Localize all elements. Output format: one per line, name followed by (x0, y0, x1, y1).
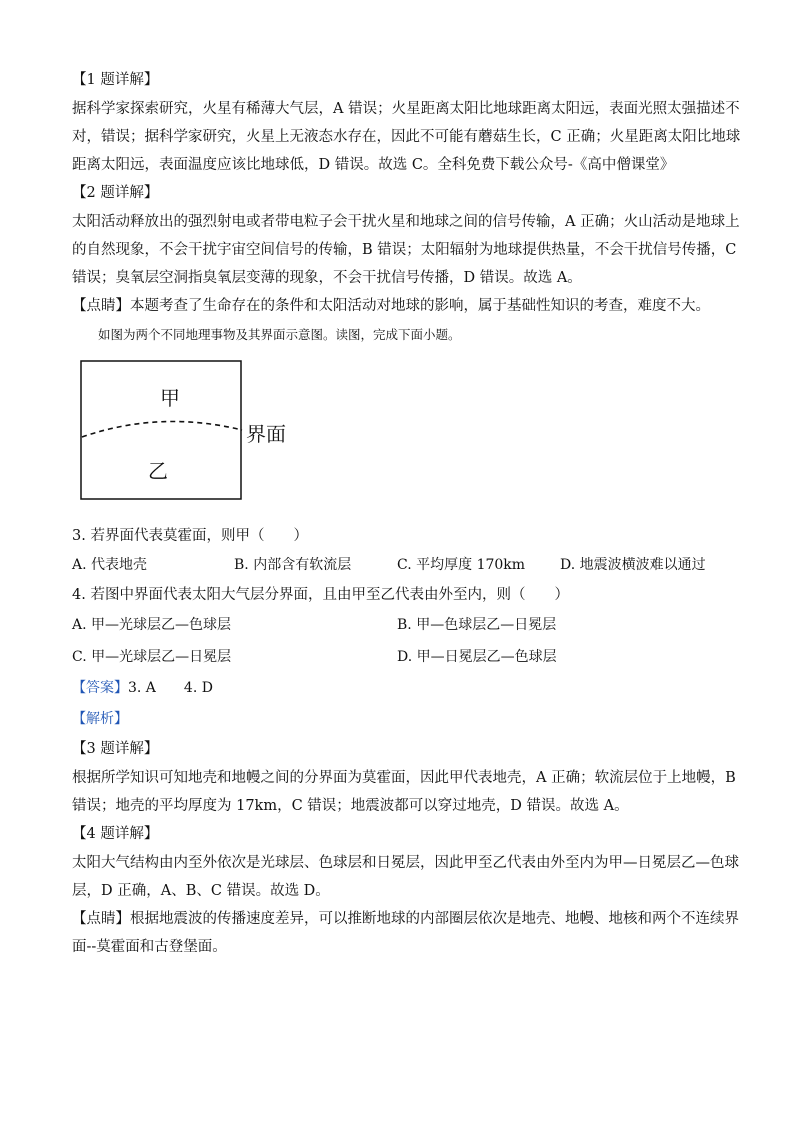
section-heading: 【1 题详解】 (72, 72, 159, 88)
question-stem: 4. 若图中界面代表太阳大气层分界面，且由甲至乙代表由外至内，则（ ） (72, 587, 569, 603)
option-b: B. 甲—色球层乙—日冕层 (397, 617, 557, 633)
paragraph-line: 面--莫霍面和古登堡面。 (72, 939, 227, 955)
option-c: C. 甲—光球层乙—日冕层 (72, 649, 232, 665)
section-q2-explanation (72, 179, 740, 292)
paragraph-line: 太阳大气结构由内至外依次是光球层、色球层和日冕层，因此甲至乙代表由外至内为甲—日冕层乙—色球 (72, 855, 739, 871)
key-point-note (72, 292, 722, 320)
paragraph-line: 根据所学知识可知地壳和地幔之间的分界面为莫霍面，因此甲代表地壳，A 正确；软流层位于上地幔，B (72, 770, 736, 786)
option-d: D. 甲—日冕层乙—色球层 (397, 649, 557, 665)
paragraph-line: 的自然现象，不会干扰宇宙空间信号的传输，B 错误；太阳辐射为地球提供热量，不会干扰信号传播，C (72, 242, 737, 258)
paragraph-line: 据科学家探索研究，火星有稀薄大气层，A 错误；火星距离太阳比地球距离太阳远，表面光照太强描述不 (72, 101, 740, 117)
option-d: D. 地震波横波难以通过 (560, 557, 706, 573)
key-point-tag: 【点睛】 (72, 298, 130, 314)
answer-values: 3. A 4. D (128, 680, 213, 696)
key-point-text: 根据地震波的传播速度差异，可以推断地球的内部圈层依次是地壳、地幔、地核和两个不连续界 (130, 911, 739, 927)
options-row (72, 550, 722, 581)
figure-intro: 如图为两个不同地理事物及其界面示意图。读图，完成下面小题。 (98, 327, 461, 342)
paragraph-line: 错误；臭氧层空洞指臭氧层变薄的现象，不会干扰信号传播，D 错误。故选 A。 (72, 270, 582, 286)
dashed-boundary-line (82, 421, 242, 437)
question-4 (72, 581, 722, 673)
option-b: B. 内部含有软流层 (234, 557, 352, 573)
key-point-text: 本题考查了生命存在的条件和太阳活动对地球的影响，属于基础性知识的考查，难度不大。 (130, 298, 710, 314)
option-a: A. 甲—光球层乙—色球层 (72, 617, 232, 633)
paragraph-line: 距离太阳远，表面温度应该比地球低，D 错误。故选 C。全科免费下载公众号-《高中僧课堂》 (72, 157, 675, 173)
section-heading: 【2 题详解】 (72, 185, 159, 201)
paragraph-line: 层，D 正确，A、B、C 错误。故选 D。 (72, 883, 330, 899)
section-heading: 【3 题详解】 (72, 741, 159, 757)
key-point-note-2 (72, 905, 739, 961)
option-a: A. 代表地壳 (72, 557, 148, 573)
analysis-tag: 【解析】 (72, 711, 128, 727)
document-page (72, 66, 741, 961)
answer-tag: 【答案】 (72, 680, 128, 696)
options-row (72, 609, 722, 641)
paragraph-line (72, 905, 739, 933)
question-stem: 3. 若界面代表莫霍面，则甲（ ） (72, 528, 308, 544)
boundary-diagram (80, 360, 320, 510)
paragraph-line: 对，错误；据科学家研究，火星上无液态水存在，因此不可能有蘑菇生长，C 正确；火星距离太阳比地球 (72, 129, 741, 145)
section-q1-explanation (72, 66, 741, 179)
paragraph-line: 错误；地壳的平均厚度为 17km，C 错误；地震波都可以穿过地壳，D 错误。故选 A。 (72, 798, 629, 814)
answer-line (72, 673, 722, 704)
paragraph-line: 太阳活动释放出的强烈射电或者带电粒子会干扰火星和地球之间的信号传输，A 正确；火山活动是地球上 (72, 214, 740, 230)
options-row (72, 641, 722, 673)
section-q3-explanation (72, 735, 736, 820)
label-boundary: 界面 (246, 422, 286, 446)
label-yi: 乙 (148, 459, 168, 483)
question-3 (72, 522, 722, 581)
label-jia: 甲 (160, 386, 180, 410)
section-heading: 【4 题详解】 (72, 826, 159, 842)
option-c: C. 平均厚度 170km (397, 557, 526, 573)
key-point-tag: 【点睛】 (72, 911, 130, 927)
section-q4-explanation (72, 820, 739, 905)
